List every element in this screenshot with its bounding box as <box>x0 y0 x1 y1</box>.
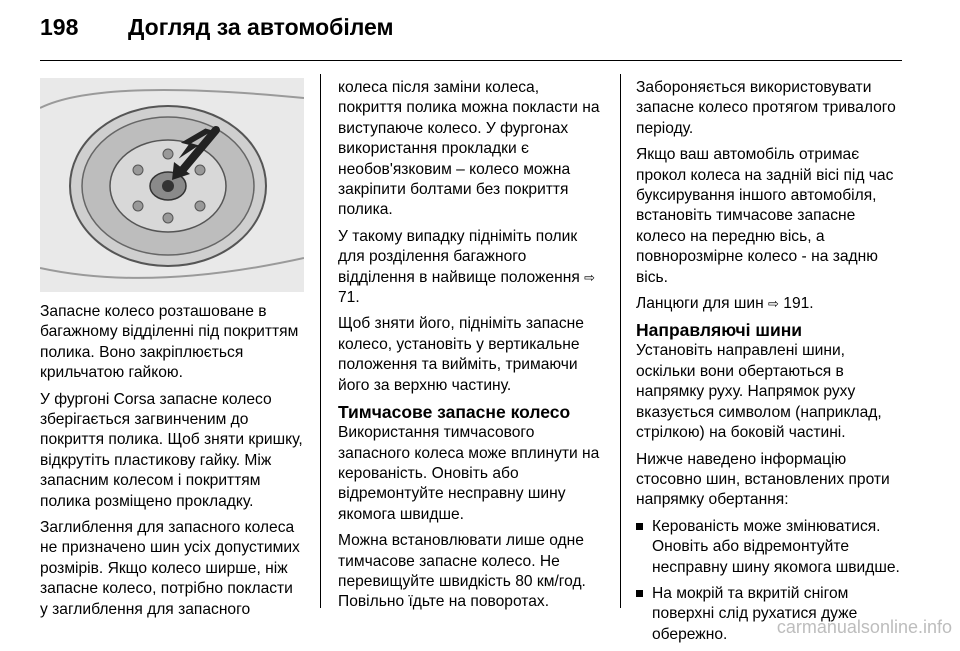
paragraph: Можна встановлювати лише одне тимчасове запасне колесо. Не перевищуйте швидкість 80 км/год. Повільно їдьте на поворотах. <box>338 532 586 611</box>
header-rule <box>40 60 902 61</box>
column-divider <box>320 74 321 608</box>
watermark: carmanualsonline.info <box>776 617 952 637</box>
paragraph: Заглиблення для запасного колеса не призначено шин усіх допустимих розмірів. Якщо колесо ширше, ніж запасне колесо, потрібно покласти у заглиблення для запасного <box>40 519 300 618</box>
column-2 <box>338 78 606 619</box>
square-bullet-icon <box>636 523 643 530</box>
page-reference-icon: ⇨ <box>768 296 779 312</box>
paragraph <box>636 294 906 314</box>
paragraph: Нижче наведено інформацію стосовно шин, встановлених проти напрямку обертання: <box>636 450 890 509</box>
spare-wheel-icon <box>40 78 304 292</box>
paragraph: У фургоні Corsa запасне колесо зберігається загвинченим до покриття полика. Щоб зняти кришку, відкрутіть пластикову гайку. Між запасним колесом і покриттям полика розміщено прокладку. <box>40 390 303 510</box>
chapter-title: Догляд за автомобілем <box>128 14 394 40</box>
list-item-text: На мокрій та вкритій снігом поверхні слід рухатися дуже обережно. <box>652 584 858 643</box>
column-1 <box>40 78 304 626</box>
paragraph: Запасне колесо розташоване в багажному відділенні під покриттям полика. Воно закріплюється крильчатою гайкою. <box>40 303 299 382</box>
section-heading: Тимчасове запасне колесо <box>338 402 571 423</box>
column-divider <box>620 74 621 608</box>
page-reference[interactable]: 191. <box>783 295 814 313</box>
column-3 <box>636 78 906 651</box>
paragraph: Використання тимчасового запасного колеса може вплинути на керованість. Оновіть або відремонтуйте несправну шину якомога швидше. <box>338 424 600 523</box>
paragraph: Якщо ваш автомобіль отримає прокол колеса на задній вісі під час буксирування іншого автомобіля, встановіть тимчасове запасне колесо на передню вісь, а повнорозмірне колесо - на задню вісь. <box>636 146 894 286</box>
page-reference-icon: ⇨ <box>584 269 596 285</box>
list-item-text: Керованість може змінюватися. Оновіть або відремонтуйте несправну шину якомога швидше. <box>652 517 900 576</box>
page-number: 198 <box>40 14 79 40</box>
paragraph: колеса після заміни колеса, покриття полика можна покласти на виступаюче колесо. У фургонах використання прокладки є необов'язковим – колесо можна закріпити болтами без покриття полика. <box>338 79 600 219</box>
paragraph-text: Ланцюги для шин <box>636 295 764 313</box>
spare-wheel-illustration <box>40 78 304 292</box>
paragraph-text: У такому випадку підніміть полик для розділення багажного відділення в найвище положення <box>338 227 580 286</box>
paragraph: Установіть направлені шини, оскільки вони обертаються в напрямку руху. Напрямок руху вказується символом (наприклад, стрілкою) на боковій частині. <box>636 342 882 442</box>
paragraph: Забороняється використовувати запасне колесо протягом тривалого періоду. <box>636 79 896 137</box>
section-heading: Направляючі шини <box>636 320 803 341</box>
list-item <box>636 517 906 578</box>
page-reference[interactable]: 71. <box>338 289 360 307</box>
paragraph <box>338 227 606 309</box>
paragraph: Щоб зняти його, підніміть запасне колесо, установіть у вертикальне положення та вийміть, тримаючи його за верхню частину. <box>338 315 584 394</box>
square-bullet-icon <box>636 590 643 597</box>
